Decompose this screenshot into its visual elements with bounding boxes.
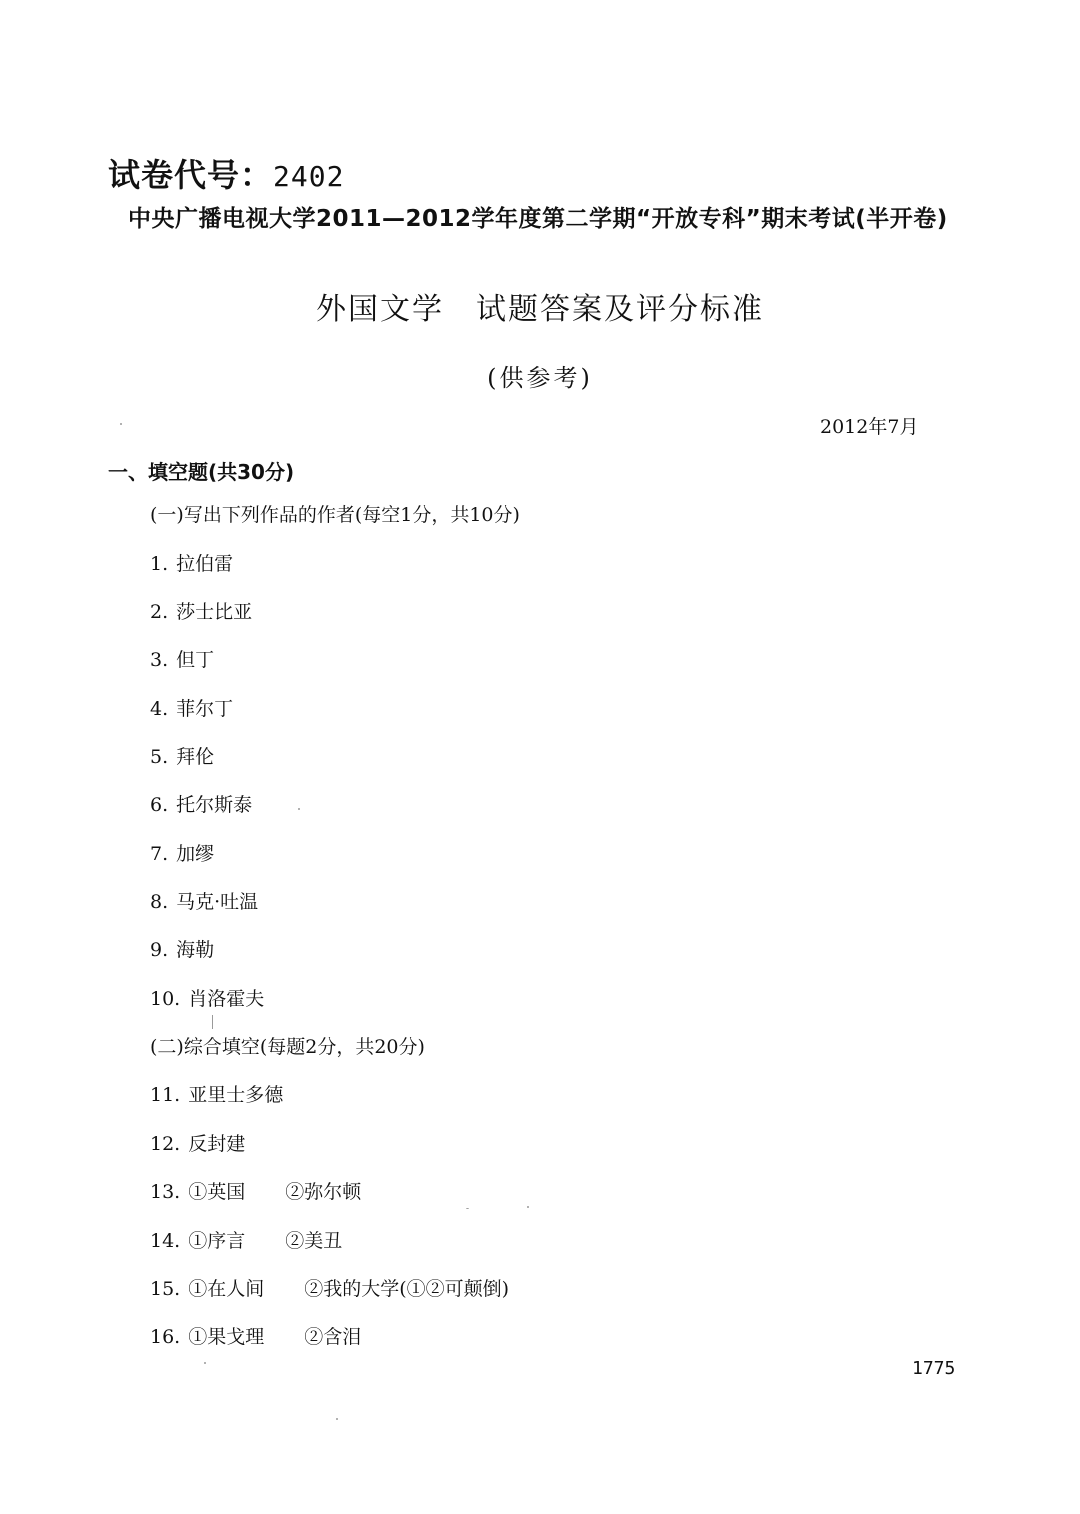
answer-number: 2. <box>150 601 169 623</box>
answer-number: 13. <box>150 1181 181 1203</box>
exam-code <box>108 150 344 196</box>
answer-item <box>150 1274 509 1301</box>
answer-item <box>150 694 233 721</box>
answer-number: 1. <box>150 553 169 575</box>
exam-header: 中央广播电视大学2011—2012学年度第二学期“开放专科”期末考试(半开卷) <box>128 206 948 232</box>
answer-item <box>150 1177 361 1204</box>
answer-item <box>150 887 258 914</box>
answer-item <box>150 839 214 866</box>
answer-text: 加缪 <box>176 843 215 865</box>
document-subtitle: (供参考) <box>487 364 593 392</box>
answer-number: 6. <box>150 794 169 816</box>
document-date: 2012年7月 <box>820 416 919 438</box>
answer-number: 11. <box>150 1084 181 1106</box>
answer-number: 4. <box>150 698 169 720</box>
answer-number: 16. <box>150 1326 181 1348</box>
answer-text-a: 反封建 <box>188 1133 246 1155</box>
page-number: 1775 <box>912 1358 956 1379</box>
scan-speck <box>204 1362 206 1364</box>
answer-text: 莎士比亚 <box>176 601 253 623</box>
answer-text-b: ②美丑 <box>285 1230 343 1252</box>
answer-text: 托尔斯泰 <box>176 794 253 816</box>
answer-item <box>150 935 214 962</box>
answer-item <box>150 1322 361 1349</box>
answer-text: 菲尔丁 <box>176 698 234 720</box>
answer-number: 3. <box>150 649 169 671</box>
answer-item <box>150 790 252 817</box>
answer-text: 但丁 <box>176 649 215 671</box>
answer-item <box>150 1226 342 1253</box>
answer-text-a: 亚里士多德 <box>188 1084 284 1106</box>
answer-text-b: ②弥尔顿 <box>285 1181 362 1203</box>
answer-text: 肖洛霍夫 <box>188 988 265 1010</box>
scan-speck <box>336 1418 338 1420</box>
answer-item <box>150 645 214 672</box>
answer-item <box>150 1129 245 1156</box>
answer-number: 8. <box>150 891 169 913</box>
answer-text: 拜伦 <box>176 746 215 768</box>
answer-number: 5. <box>150 746 169 768</box>
answer-text-a: ①序言 <box>188 1230 246 1252</box>
scan-speck <box>466 1208 469 1209</box>
exam-code-label: 试卷代号： <box>108 156 274 194</box>
answer-item <box>150 549 233 576</box>
answer-number: 12. <box>150 1133 181 1155</box>
answer-item <box>150 742 214 769</box>
answer-text-a: ①在人间 <box>188 1278 265 1300</box>
scan-speck <box>212 1015 213 1029</box>
answer-text-b: ②我的大学(①②可颠倒) <box>304 1278 510 1300</box>
answer-number: 9. <box>150 939 169 961</box>
answer-text-b: ②含泪 <box>304 1326 362 1348</box>
section-1-heading: 一、填空题(共30分) <box>108 460 295 484</box>
scan-speck <box>120 423 122 425</box>
part-2-heading: (二)综合填空(每题2分，共20分) <box>150 1036 425 1058</box>
scan-speck <box>527 1206 529 1208</box>
answer-number: 10. <box>150 988 181 1010</box>
document-title: 外国文学 试题答案及评分标准 <box>316 292 764 327</box>
answer-text: 马克·吐温 <box>176 891 259 913</box>
answer-item <box>150 1080 283 1107</box>
answer-text-a: ①英国 <box>188 1181 246 1203</box>
exam-code-value: 2402 <box>273 160 345 193</box>
answer-number: 15. <box>150 1278 181 1300</box>
answer-number: 7. <box>150 843 169 865</box>
answer-item <box>150 984 264 1011</box>
answer-text: 拉伯雷 <box>176 553 234 575</box>
answer-number: 14. <box>150 1230 181 1252</box>
scan-speck <box>298 808 300 810</box>
answer-item <box>150 597 252 624</box>
answer-text-a: ①果戈理 <box>188 1326 265 1348</box>
part-1-heading: (一)写出下列作品的作者(每空1分，共10分) <box>150 504 520 526</box>
answer-text: 海勒 <box>176 939 215 961</box>
